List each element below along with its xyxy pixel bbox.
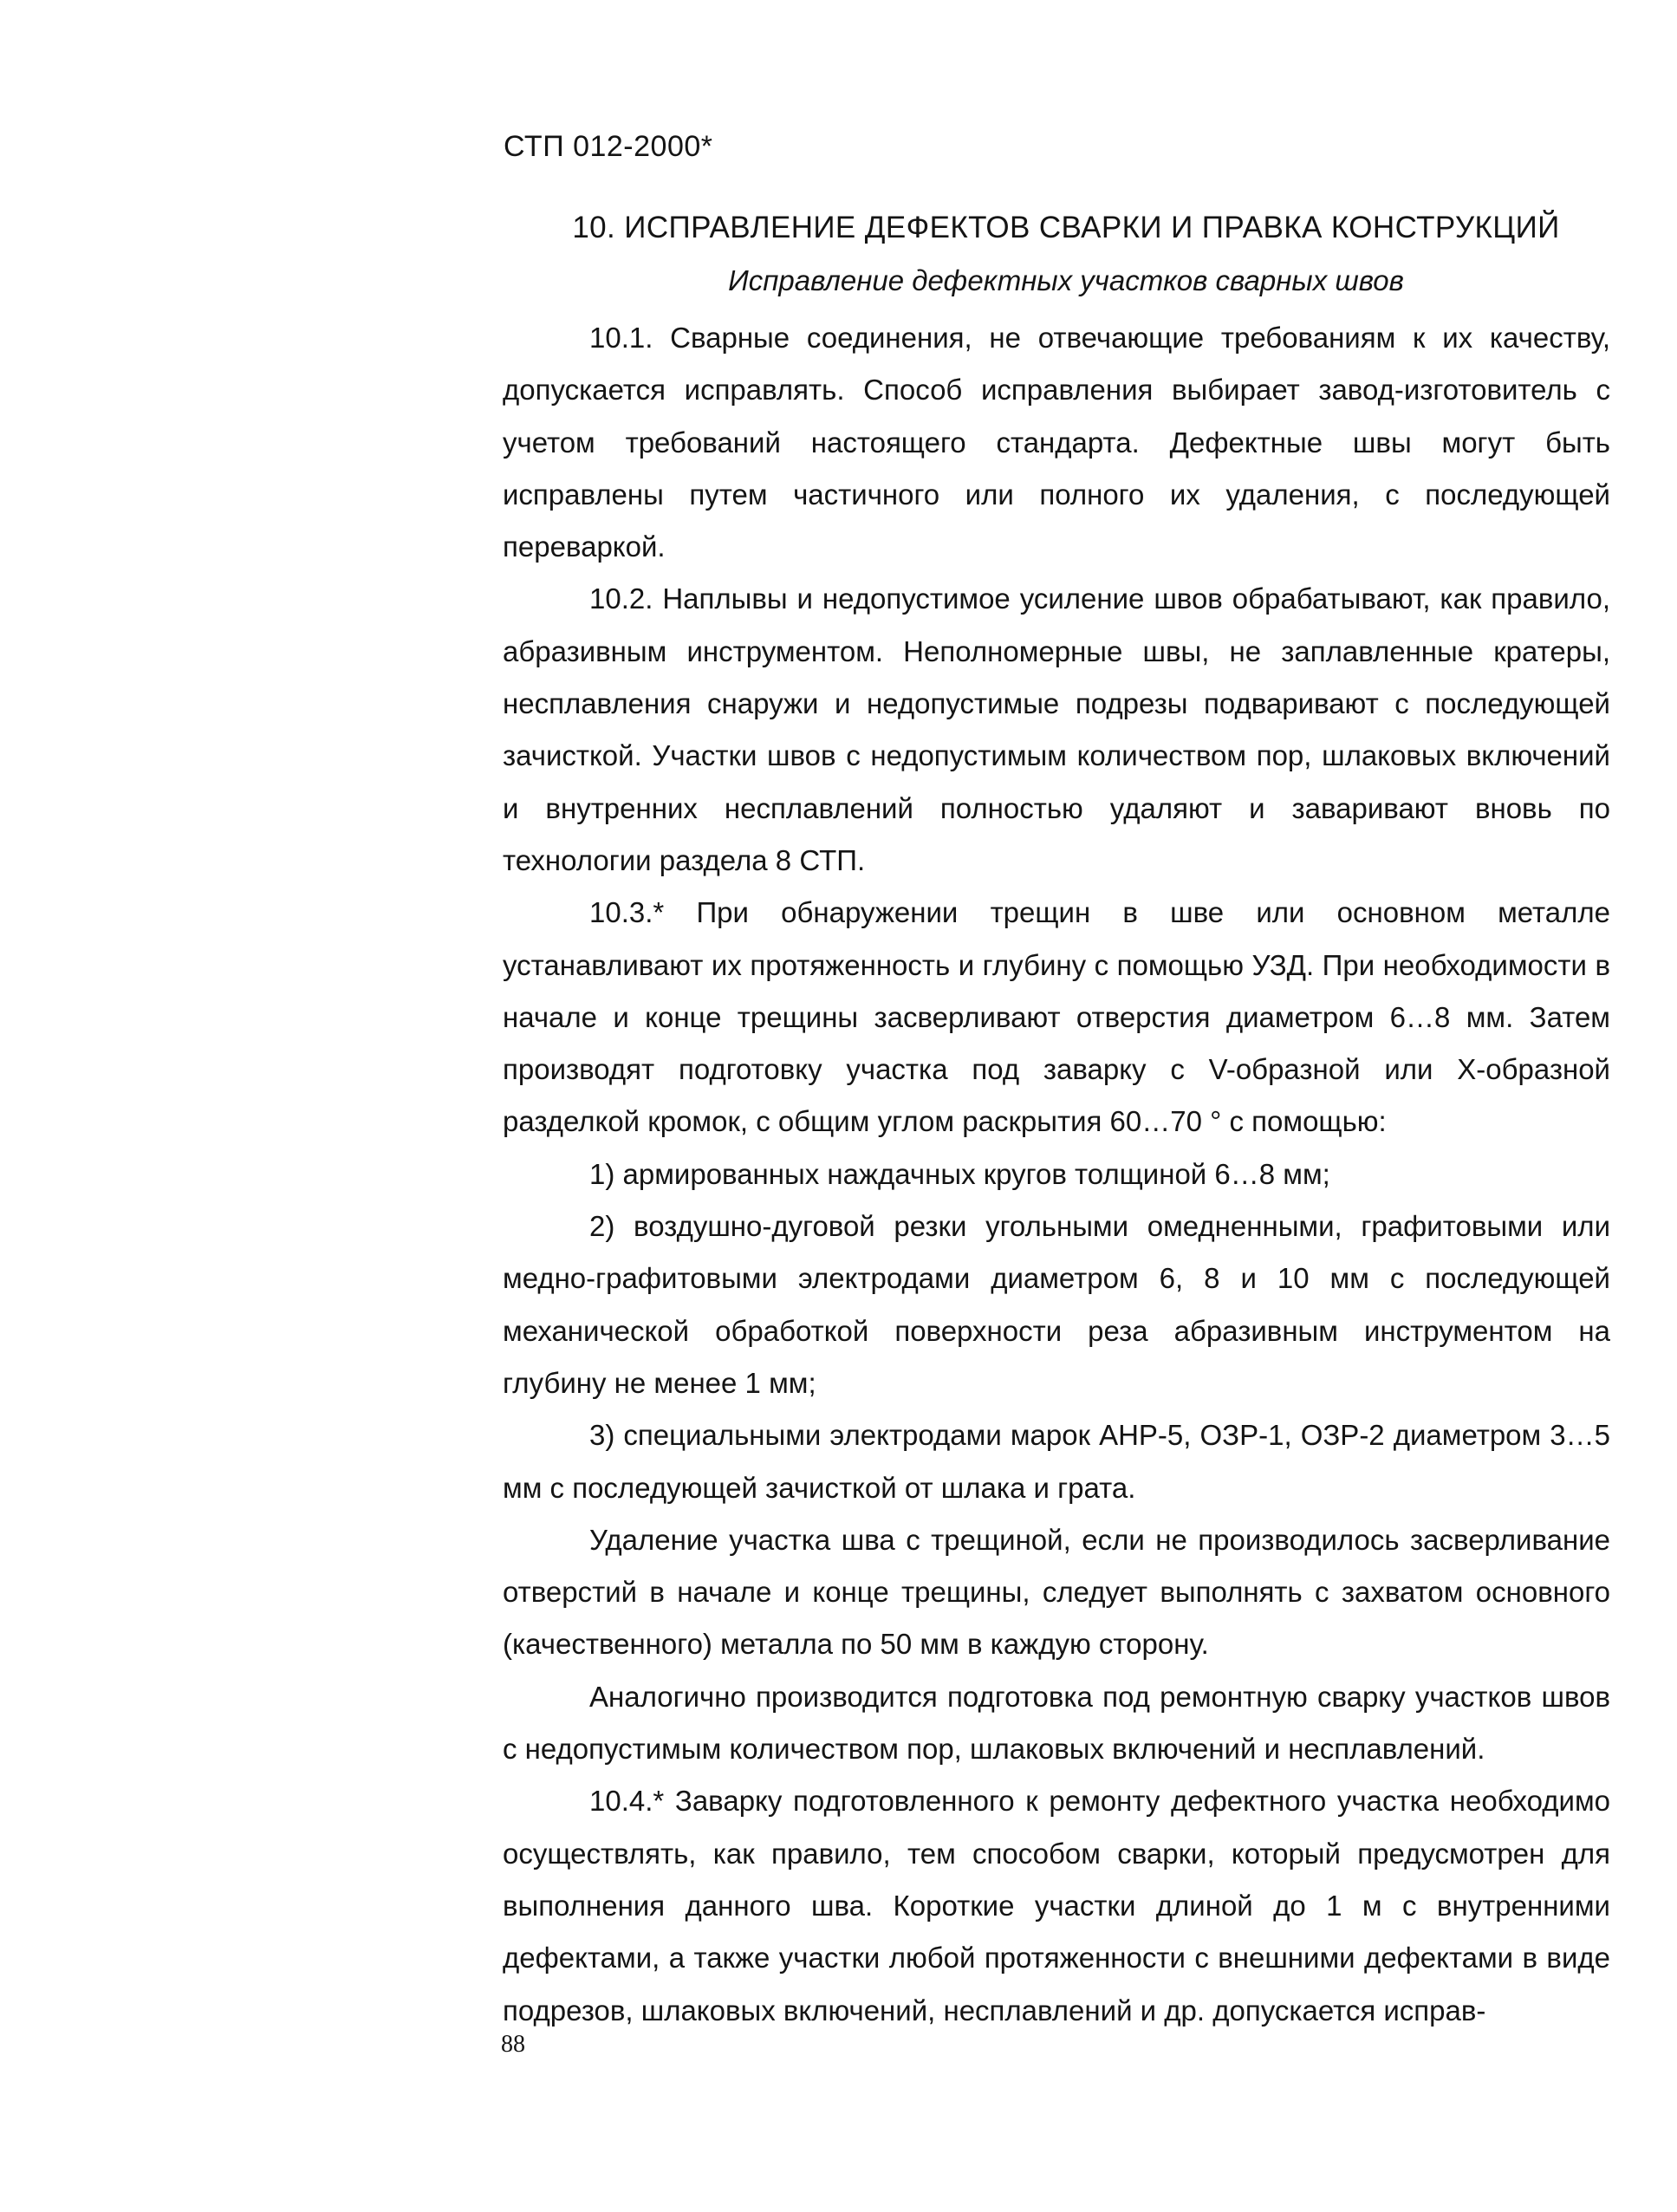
section-title: 10. ИСПРАВЛЕНИЕ ДЕФЕКТОВ СВАРКИ И ПРАВКА КОНСТРУКЦИЙ [572,211,1560,244]
document-code: СТП 012-2000* [504,130,713,163]
paragraph-10-4: 10.4.* Заварку подготовленного к ремонту дефектного участка необходимо осуществлять, как правило, тем способом сварки, который предусмотрен для выполнения данного шва. Короткие участки длиной до 1 м с внутренними дефектами, а также участки любой протяженности с внешними дефектами в виде подрезов, шлаковых включений, несплавлений и др. допускается исправ- [503,1785,1610,2027]
paragraph-crack-removal: Удаление участка шва с трещиной, если не производилось засверливание отверстий в начале и конце трещины, следует выполнять с захватом основного (качественного) металла по 50 мм в каждую сторону. [503,1523,1610,1661]
list-item-1: 1) армированных наждачных кругов толщиной 6…8 мм; [589,1157,1330,1190]
body-text [503,312,1610,2037]
page-number: 88 [501,2031,525,2058]
paragraph-10-1: 10.1. Сварные соединения, не отвечающие требованиям к их качеству, допускается исправлять. Способ исправления выбирает завод-изготовитель с учетом требований настоящего стандарта. Дефектные швы могут быть исправлены путем частичного или полного их удаления, с последующей переваркой. [503,322,1610,563]
paragraph-10-3: 10.3.* При обнаружении трещин в шве или основном металле устанавливают их протяженность и глубину с помощью УЗД. При необходимости в начале и конце трещины засверливают отверстия диаметром 6…8 мм. Затем производят подготовку участка под заварку с V-образной или Х-образной разделкой кромок, с общим углом раскрытия 60…70 ° с помощью: [503,896,1610,1138]
list-item-2: 2) воздушно-дуговой резки угольными омедненными, графитовыми или медно-графитовыми электродами диаметром 6, 8 и 10 мм с последующей механической обработкой поверхности реза абразивным инструментом на глубину не менее 1 мм; [503,1210,1610,1399]
paragraph-10-2: 10.2. Наплывы и недопустимое усиление швов обрабатывают, как правило, абразивным инструментом. Неполномерные швы, не заплавленные кратеры, несплавления снаружи и недопустимые подрезы подваривают с последующей зачисткой. Участки швов с недопустимым количеством пор, шлаковых включений и внутренних несплавлений полностью удаляют и заваривают вновь по технологии раздела 8 СТП. [503,582,1610,876]
list-item-3: 3) специальными электродами марок АНР-5, ОЗР-1, ОЗР-2 диаметром 3…5 мм с последующей зачисткой от шлака и грата. [503,1419,1610,1504]
paragraph-similar-preparation: Аналогично производится подготовка под ремонтную сварку участков швов с недопустимым количеством пор, шлаковых включений и несплавлений. [503,1680,1610,1766]
section-subtitle: Исправление дефектных участков сварных швов [728,264,1404,296]
